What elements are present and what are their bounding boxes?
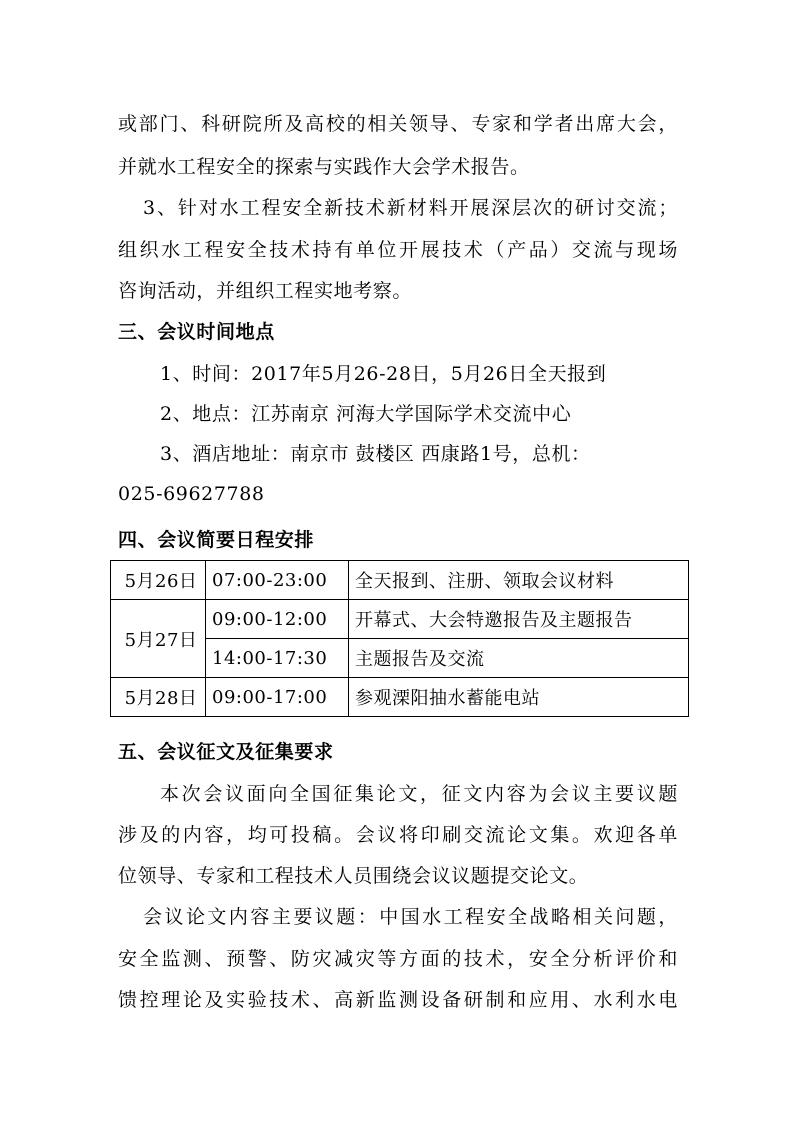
list-item: 3、酒店地址：南京市 鼓楼区 西康路1号，总机： (160, 443, 591, 465)
paragraph-line: 或部门、科研院所及高校的相关领导、专家和学者出席大会， (118, 113, 678, 135)
table-cell-event: 全天报到、注册、领取会议材料 (349, 561, 689, 600)
table-row (111, 600, 689, 639)
section-heading: 四、会议简要日程安排 (118, 529, 315, 551)
table-cell-event: 参观溧阳抽水蓄能电站 (349, 678, 689, 717)
paragraph-line: 涉及的内容，均可投稿。会议将印刷交流论文集。欢迎各单 (118, 824, 678, 846)
paragraph-line: 本次会议面向全国征集论文，征文内容为会议主要议题 (160, 783, 678, 805)
paragraph-line: 馈控理论及实验技术、高新监测设备研制和应用、水利水电 (118, 989, 678, 1011)
table-cell-event: 主题报告及交流 (349, 639, 689, 678)
table-row (111, 561, 689, 600)
schedule-table (110, 560, 689, 717)
table-cell-time: 09:00-17:00 (206, 678, 349, 717)
paragraph-line: 并就水工程安全的探索与实践作大会学术报告。 (118, 156, 530, 178)
section-heading: 三、会议时间地点 (118, 321, 275, 343)
paragraph-line: 安全监测、预警、防灾减灾等方面的技术，安全分析评价和 (118, 948, 678, 970)
paragraph-line: 会议论文内容主要议题：中国水工程安全战略相关问题， (143, 906, 678, 928)
paragraph-line: 3、针对水工程安全新技术新材料开展深层次的研讨交流； (143, 197, 678, 219)
table-cell-time: 07:00-23:00 (206, 561, 349, 600)
table-cell-date: 5月27日 (111, 600, 206, 678)
section-heading: 五、会议征文及征集要求 (118, 741, 334, 763)
paragraph-line: 位领导、专家和工程技术人员围绕会议议题提交论文。 (118, 865, 589, 887)
list-item: 025-69627788 (118, 483, 265, 505)
paragraph-line: 咨询活动，并组织工程实地考察。 (118, 280, 413, 302)
table-row (111, 678, 689, 717)
table-cell-time: 09:00-12:00 (206, 600, 349, 639)
table-cell-time: 14:00-17:30 (206, 639, 349, 678)
table-cell-date: 5月28日 (111, 678, 206, 717)
list-item: 1、时间：2017年5月26-28日，5月26日全天报到 (160, 363, 607, 385)
table-cell-date: 5月26日 (111, 561, 206, 600)
list-item: 2、地点：江苏南京 河海大学国际学术交流中心 (160, 403, 572, 425)
paragraph-line: 组织水工程安全技术持有单位开展技术（产品）交流与现场 (118, 239, 678, 261)
table-cell-event: 开幕式、大会特邀报告及主题报告 (349, 600, 689, 639)
